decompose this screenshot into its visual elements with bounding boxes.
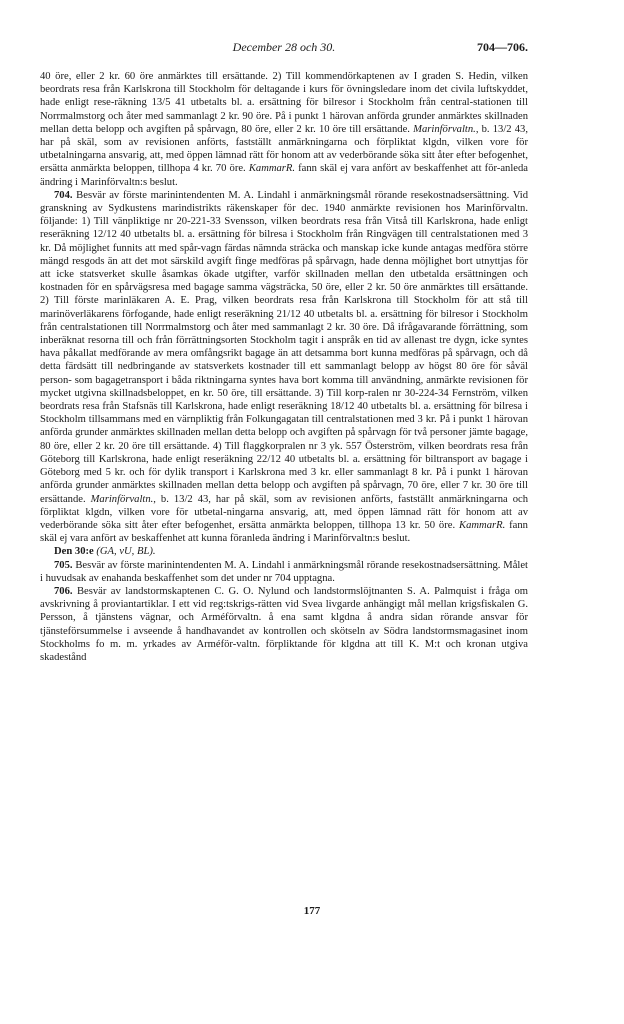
text-span: , b. 13/2 43, har på skäl, som av revisionen anförts, fastställt anmärkningarna och förpliktat klgdn, vilken vore för utbetal-ningarna ansvarig, att, med öppen lämnad rätt för honom att av vederbörande söka sitt åter efter befogenhet, ersätta anmärkta beloppen, tillhopa 13 kr. 50 öre.: [40, 493, 528, 531]
text-span: Besvär av förste marinintendenten M. A. Lindahl i anmärkningsmål rörande resekostnadsersättning. Vid granskning av Sydkustens marindistrikts räkenskaper för dec. 1940 anmärkte revisionen hos Marinförvaltn. följande: 1) Till vänpliktige nr 20-221-33 Svensson, vilken beordrats resa från Vitså till Karlskrona, hade enligt reseräkning 12/12 40 utbetalts bl. a. ersättning för bilresa i Stockholm från Ringvägen till centralstationen med 3 kr. Då möjlighet funnits att med spår-vagn färdas nämnda sträcka och manskap icke kunde antagas medföra större mängd resgods än att det mot särskild avgift finge medföras på spårvagn, hade denna möjlighet bort utnyttjas för att icke statsverket skulle åsamkas ökade utgifter, varför skillnaden mellan den utbetalda ersättningen och kostnaden för en spårvägsresa med bagage samma vägsträcka, 50 öre, eller 2 kr. 50 öre anmärktes till ersättande. 2) Till förste marinläkaren A. E. Prag, vilken beordrats resa från Karlskrona till Stockholm för att stå till marinöverläkarens förfogande, hade enligt reseräkning 21/12 40 utbetalts bl. a. ersättning för bilresor i Stockholm från centralstationen till Norrmalmstorg och åter med sammanlagt 2 kr. 30 öre. Då ifrågavarande förrättning, som inberäknat resorna till och från förrättningsorten Stockholm tagit i anspråk en tid av allenast tre dygn, icke syntes hava påkallat medförande av mera omfångsrikt bagage än att detsamma bort kunna medföras på spårvagn, och då detta färdsätt till nedbringande av statsverkets kostnader till ett sammanlagt belopp av högst 80 öre för såväl person- som bagagetransport i båda riktningarna syntes hava bort komma till användning, anmärkte revisionen för mycket utgivna skillnadsbeloppet, en kr. 50 öre, till ersättande. 3) Till korp-ralen nr 30-224-34 Fernström, vilken beordrats resa från Stafsnäs till Karlskrona, hade enligt reseräkning 18/12 40 utbetalts bl. a. ersättning för bilresa i Stockholm tillsammans med en värnpliktig från Folkungagatan till centralstationen med 3 kr. På i punkt 1 härovan anförda grunder anmärktes skillnaden mellan detta belopp och avgiften på spårvagn för två personer jämte bagage, 80 öre, eller 2 kr. 20 öre till ersättande. 4) Till flaggkorpralen nr 3 yk. 557 Österström, vilken beordrats resa från Göteborg till Karlskrona, hade enligt reseräkning 22/12 40 utbetalts bl. a. ersättning för biltransport av bagage i Göteborg med 5 kr. och för dylik transport i Karlskrona med 3 kr. eller sammanlagt 8 kr. På i punkt 1 härovan anförda grunder anmärktes skillnaden mellan detta belopp och avgiften på spårvagn, 70 öre, eller 7 kr. 30 öre till ersättande.: [40, 189, 528, 505]
reference-italic: KammarR.: [248, 163, 296, 175]
date-heading: [40, 545, 528, 558]
text-span: Besvär av förste marinintendenten M. A. Lindahl i anmärkningsmål rörande resekostnadsersättning. Målet i huvudsak av enahanda beskaffenhet som det under nr 704 upptagna.: [40, 559, 528, 584]
text-span: fann skäl ej vara anfört av beskaffenhet att för-anleda ändring i Marinförvaltn:s beslut.: [40, 163, 528, 188]
case-number: 704.: [54, 189, 73, 201]
text-span: , b. 13/2 43, har på skäl, som av revisionen anförts, fastställt anmärkningarna och förpliktat klgdn, vilken vore för utbetalningarna ansvarig, att, med öppen lämnad rätt för honom att av vederbörande söka sitt åter efter befogenhet, ersätta anmärkta beloppen, tillhopa 4 kr. 70 öre.: [40, 123, 528, 175]
header-title: December 28 och 30.: [232, 40, 336, 54]
case-706: [40, 585, 528, 664]
page-number: 177: [303, 905, 321, 917]
case-704: [40, 189, 528, 545]
members-list: (GA, vU, BL).: [96, 546, 156, 558]
text-span: Besvär av landstormskaptenen C. G. O. Nylund och landstormslöjtnanten S. A. Palmquist i fråga om avskrivning å proviantartiklar. I ett vid reg:tskrigs-rätten vid Svea livgarde anhängigt mål mellan krigsfiskalen G. Persson, å tjänstens vägnar, och Arméförvaltn. å ena samt klgdna å andra sidan rörande ansvar för tjänsteförsummelse i avseende å handhavandet av kontrollen och skötseln av Södra landstormsmagasinet inom Stockholms fo m. m. yrkades av Arméför-valtn. förpliktande för klgdna att till K. M:t och kronan utgiva skadestånd: [40, 585, 528, 663]
running-header: [40, 40, 528, 56]
case-number: 706.: [54, 585, 73, 597]
header-case-range: 704—706.: [477, 40, 528, 54]
text-span: 40 öre, eller 2 kr. 60 öre anmärktes till ersättande. 2) Till kommendörkaptenen av I graden S. Hedin, vilken beordrats resa från Karlskrona till Stockholm för deltagande i kurs för övningsledare inom det civila luftskyddet, hade enligt rese-räkning 13/5 41 utbetalts bl. a. ersättning för bilresor i Stockholm från central-stationen till Norrmalmstorg och åter med sammanlagt 2 kr. 90 öre. På i punkt 1 härovan anförda grunder anmärktes skillnaden mellan detta belopp och avgiften på spårvagn, 80 öre, eller 2 kr. 10 öre till ersättande.: [40, 71, 528, 135]
reference-italic: Marinförvaltn.: [90, 493, 154, 505]
reference-italic: Marinförvaltn.: [413, 123, 476, 135]
case-705: [40, 559, 528, 585]
reference-italic: KammarR.: [459, 519, 506, 531]
case-number: 705.: [54, 559, 73, 571]
body-text: [40, 70, 528, 664]
date-label: Den 30:e: [54, 546, 94, 558]
text-span: fann skäl ej vara anfört av beskaffenhet att kunna föranleda ändring i Marinförvaltn:s beslut.: [40, 519, 528, 545]
paragraph-continuation: [40, 70, 528, 189]
